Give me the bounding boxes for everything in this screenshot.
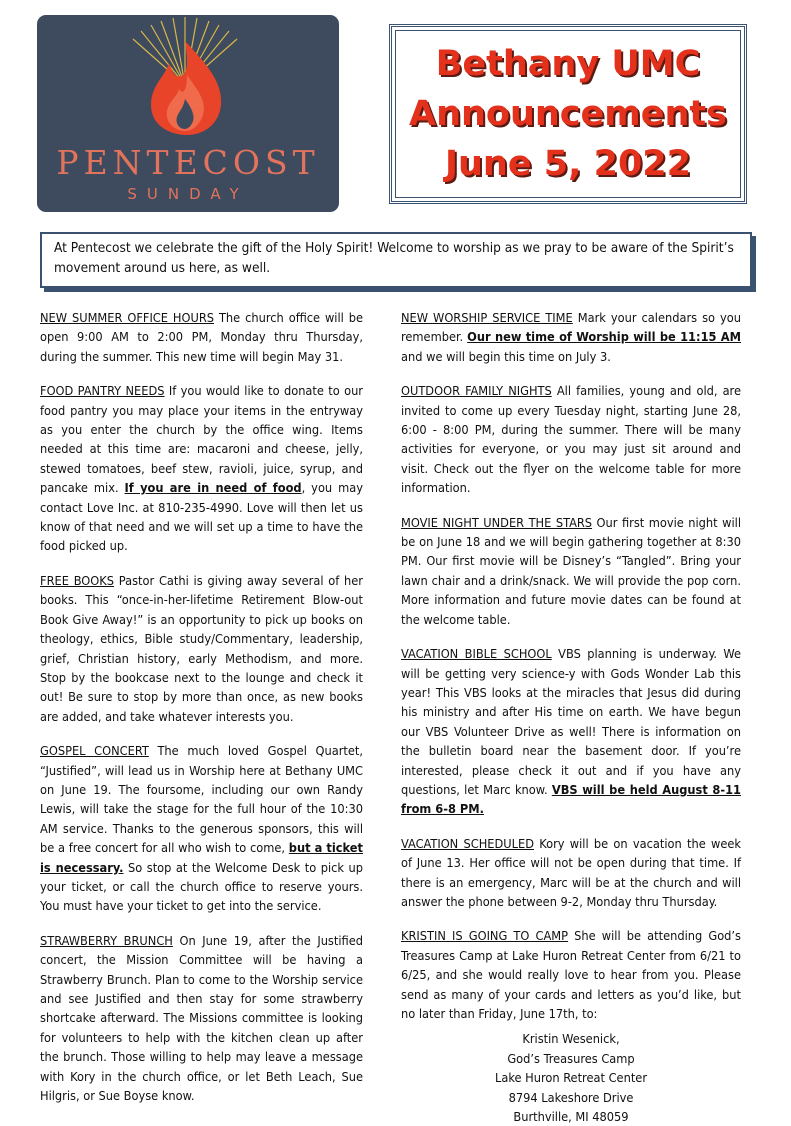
section-body: So stop at the Welcome Desk to pick up your ticket, or call the church office to reserve yours. You must have your ticket to get into the service. [40,859,364,914]
logo-subtitle: SUNDAY [127,185,249,203]
section-heading: NEW SUMMER OFFICE HOURS [40,310,215,325]
title-box [389,24,747,204]
movie-night-section [401,513,741,629]
vbs-section [401,644,741,819]
logo-title: PENTECOST [56,143,320,182]
section-body: VBS planning is underway. We will be getting very science-y with Gods Wonder Lab this year! This VBS looks at the miracles that Jesus did during his ministry and after His time on earth. We have begun our VBS Volunteer Drive as well! There is information on the bulletin board near the basement door. If you’re interested, please check it out and if you have any questions, let Marc know. [401,646,741,797]
intro-box: At Pentecost we celebrate the gift of the Holy Spirit! Welcome to worship as we pray to be aware of the Spirit’s movement around us here, as well. [40,232,752,288]
section-heading: OUTDOOR FAMILY NIGHTS [401,383,552,399]
church-name: Bethany UMC [435,44,701,84]
announcements-heading: Announcements [409,94,727,134]
section-body: and we will begin this time on July 3. [401,348,611,364]
section-heading: MOVIE NIGHT UNDER THE STARS [401,514,593,530]
section-emphasis: If you are in need of food [124,480,302,496]
section-heading: FREE BOOKS [40,572,114,588]
section-heading: NEW WORSHIP SERVICE TIME [401,310,573,325]
section-heading: KRISTIN IS GOING TO CAMP [401,928,569,944]
pentecost-logo [37,15,339,212]
food-pantry-section [40,381,363,556]
vacation-section [401,834,741,912]
address-line: Burthville, MI 48059 [513,1109,629,1125]
gospel-concert-section [40,741,363,916]
section-heading: FOOD PANTRY NEEDS [40,383,165,399]
section-body: All families, young and old, are invited to come up every Tuesday night, starting June 28, 6:00 - 8:00 PM, during the summer. There will be many activities for everyone, or you may just sit around and visit. Check out the flyer on the welcome table for more information. [401,383,741,496]
section-heading: GOSPEL CONCERT [40,743,149,759]
section-emphasis: but a ticket is necessary. [40,840,363,875]
section-heading: VACATION BIBLE SCHOOL [401,646,552,662]
worship-time-section [401,308,741,366]
address-line: Kristin Wesenick, [522,1031,620,1047]
section-body: If you would like to donate to our food pantry you may place your items in the entryway as you enter the church by the office wing. Items needed at this time are: macaroni and cheese, jelly, stewed tomatoes, beef stew, ravioli, juice, syrup, and pancake mix. [40,383,363,496]
section-body: She will be attending God’s Treasures Camp at Lake Huron Retreat Center from 6/21 to 6/25, and she would really love to hear from you. Please send as many of your cards and letters as you’d like, but no later than Friday, June 17th, to: [401,928,742,1021]
section-body: On June 19, after the Justified concert, the Mission Committee will be having a Strawberry Brunch. Plan to come to the Worship service and see Justified and then stay for some strawberry shortcake afterward. The Missions committee is looking for volunteers to help with the kitchen clean up after the brunch. Those willing to help may leave a message with Kory in the church office, or let Beth Leach, Sue Hilgris, or Sue Boyse know. [40,932,363,1104]
address-line: Lake Huron Retreat Center [494,1070,648,1086]
section-body: The church office will be open 9:00 AM to 2:00 PM, Monday thru Thursday, during the summer. This new time will begin May 31. [40,310,364,364]
left-column [40,308,363,1120]
section-body: Mark your calendars so you remember. [401,310,741,345]
section-body: Our first movie night will be on June 18 and we will begin gathering together at 8:30 PM. Our first movie will be Disney’s “Tangled”. Bring your lawn chair and a drink/snack. We will provide the pop corn. More information and future movie dates can be found at the welcome table. [401,514,741,627]
strawberry-brunch-section [40,931,363,1106]
section-heading: STRAWBERRY BRUNCH [40,932,173,948]
address-line: 8794 Lakeshore Drive [508,1089,634,1105]
flame-icon [37,15,339,212]
address-line: God’s Treasures Camp [507,1050,635,1066]
section-body: Kory will be on vacation the week of June 13. Her office will not be open during that time. If there is an emergency, Marc will be at the church and will answer the phone between 9-2, Monday thru Thursday. [401,835,741,909]
section-body: Pastor Cathi is giving away several of her books. This “once-in-her-lifetime Retirement Blow-out Book Give Away!” is an opportunity to pick up books on theology, ethics, Bible study/Commentary, leadership, grief, Christian history, early Methodism, and more. Stop by the bookcase next to the lounge and check it out! Be sure to stop by more than once, as new books are added, and take whatever interests you. [40,572,363,724]
bulletin-date: June 5, 2022 [444,144,692,184]
section-heading: VACATION SCHEDULED [401,835,534,851]
right-column [401,308,741,1126]
section-body: The much loved Gospel Quartet, “Justified”, will lead us in Worship here at Bethany UMC on June 19. The foursome, including our own Randy Lewis, will take the stage for the full hour of the 10:30 AM service. Thanks to the generous sponsors, this will be a free concert for all who wish to come, [40,743,363,856]
section-emphasis: VBS will be held August 8-11 from 6-8 PM. [401,781,741,817]
camp-address [401,1029,741,1126]
camp-section [401,926,741,1023]
office-hours-section [40,308,363,366]
free-books-section [40,571,363,726]
section-emphasis: Our new time of Worship will be 11:15 AM [467,329,742,345]
section-body: , you may contact Love Inc. at 810-235-4990. Love will then let us know of that need and we will set up a time to have the food picked up. [40,480,363,554]
family-nights-section [401,381,741,497]
